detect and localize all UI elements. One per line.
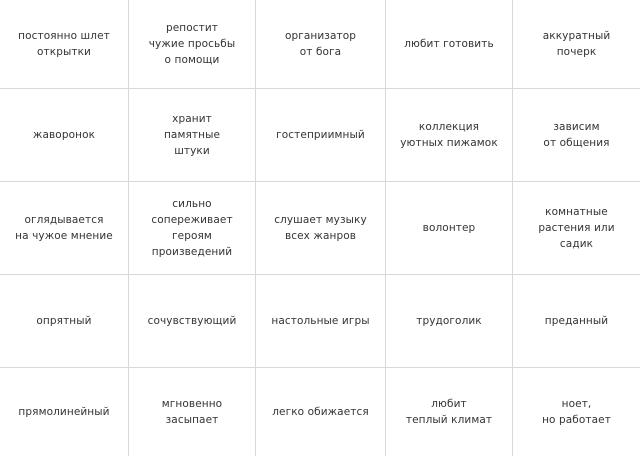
- bingo-cell: [256, 0, 386, 89]
- bingo-cell: [386, 0, 513, 89]
- bingo-cell-text: гостеприимный: [276, 129, 365, 141]
- bingo-cell-text: репостит чужие просьбы о помощи: [148, 22, 236, 66]
- bingo-cell: [513, 368, 640, 456]
- bingo-cell: [256, 89, 386, 182]
- bingo-cell-text: преданный: [544, 315, 609, 327]
- bingo-cell: [0, 182, 129, 275]
- bingo-cell: [0, 368, 129, 456]
- bingo-cell-text: постоянно шлет открытки: [18, 30, 110, 58]
- bingo-cell: [513, 275, 640, 368]
- bingo-cell-text: слушает музыку всех жанров: [274, 214, 367, 242]
- bingo-cell: [386, 275, 513, 368]
- bingo-cell-text: жаворонок: [32, 129, 96, 141]
- bingo-cell-text: волонтер: [422, 222, 476, 234]
- bingo-cell-text: настольные игры: [271, 315, 370, 327]
- bingo-cell-text: зависим от общения: [543, 121, 610, 149]
- bingo-cell-text: оглядывается на чужое мнение: [15, 214, 113, 242]
- bingo-cell: [513, 0, 640, 89]
- bingo-cell: [129, 368, 256, 456]
- bingo-cell: [513, 182, 640, 275]
- bingo-cell-text: опрятный: [36, 315, 92, 327]
- bingo-cell: [256, 275, 386, 368]
- bingo-cell-text: ноет, но работает: [542, 398, 611, 426]
- bingo-cell: [386, 182, 513, 275]
- bingo-cell: [129, 89, 256, 182]
- bingo-cell-text: аккуратный почерк: [542, 30, 611, 58]
- bingo-cell-text: сочувствующий: [147, 315, 237, 327]
- bingo-cell: [0, 89, 129, 182]
- bingo-cell: [0, 0, 129, 89]
- bingo-cell-text: организатор от бога: [284, 30, 357, 58]
- bingo-cell-text: легко обижается: [272, 406, 369, 418]
- bingo-cell: [513, 89, 640, 182]
- bingo-cell-text: мгновенно засыпает: [161, 398, 223, 426]
- bingo-cell: [386, 368, 513, 456]
- bingo-cell: [129, 0, 256, 89]
- bingo-cell-text: комнатные растения или садик: [538, 206, 615, 250]
- bingo-cell: [129, 182, 256, 275]
- bingo-cell-text: сильно сопереживает героям произведений: [151, 198, 233, 258]
- bingo-cell-text: коллекция уютных пижамок: [400, 121, 498, 149]
- bingo-cell-text: прямолинейный: [18, 406, 110, 418]
- bingo-cell: [256, 182, 386, 275]
- bingo-cell-text: хранит памятные штуки: [163, 113, 221, 157]
- bingo-cell-text: любит готовить: [404, 38, 494, 50]
- bingo-cell-text: любит теплый климат: [405, 398, 493, 426]
- bingo-cell: [256, 368, 386, 456]
- bingo-cell: [0, 275, 129, 368]
- bingo-cell: [129, 275, 256, 368]
- bingo-cell-text: трудоголик: [416, 315, 482, 327]
- bingo-cell: [386, 89, 513, 182]
